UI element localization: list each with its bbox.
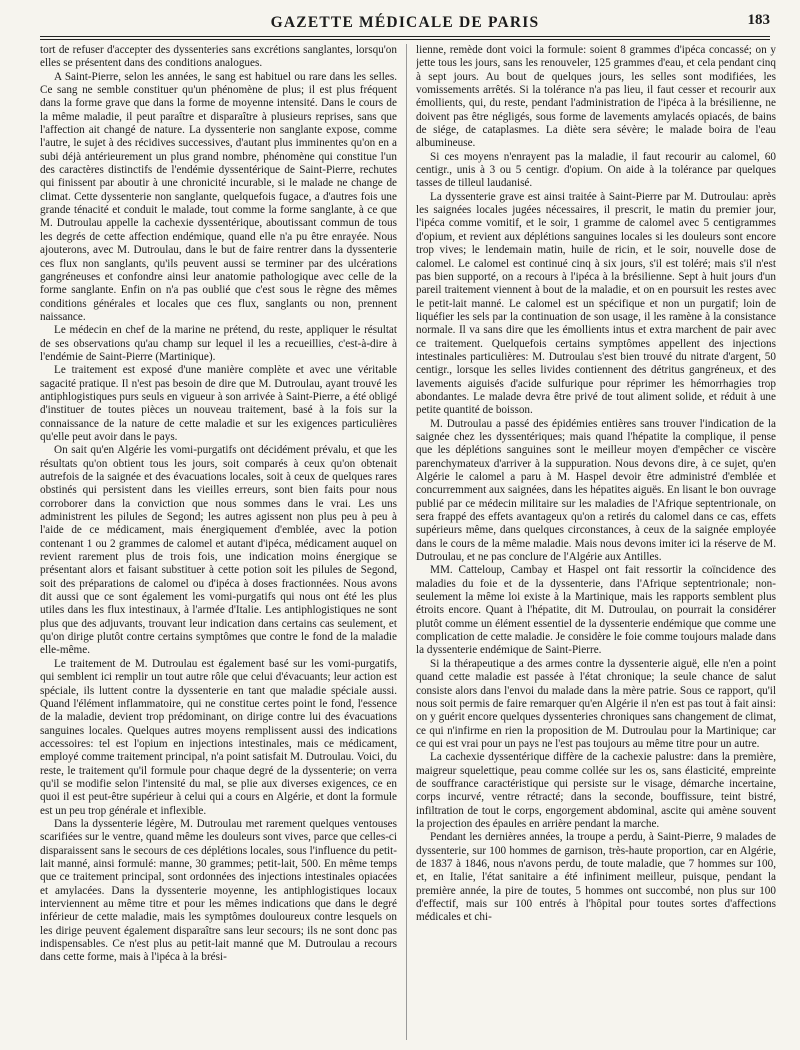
- paragraph: Le médecin en chef de la marine ne prétend, du reste, appliquer le résultat de ses observations qu'au champ sur lequel il les a recueillies, c'est-à-dire à l'endémie de Saint-Pierre (Martinique).: [40, 324, 397, 363]
- paragraph: La dyssenterie grave est ainsi traitée à Saint-Pierre par M. Dutroulau: après les saignées locales jugées nécessaires, il prescrit, le matin du premier jour, l'ipéca comme vomitif, et le soir, 1 gramme de calomel avec 5 centigrammes d'opium, et revient aux déplétions sanguines locales si les douleurs sont encore trop vives; le lendemain matin, huile de ricin, et le soir, nouvelle dose de calomel. Le calomel est continué cinq à six jours, s'il est toléré; mais s'il n'est pas bien supporté, on a recours à l'ipéca à la brésilienne. Sept à huit jours d'un pareil traitement viennent à bout de la maladie, et on en poursuit les restes avec le petit-lait manné. Le calomel est un spécifique et non un purgatif; loin de liquéfier les sels par la continuation de son usage, il les ramène à la consistance normale. Il va sans dire que les émollients intus et extra marchent de pair avec ce traitement. Quelquefois certains symptômes appellent des injections intestinales particulières: M. Dutroulau s'est bien trouvé du nitrate d'argent, 50 centigr., lorsque les selles livides contiennent des détritus gangréneux, et des lavements aiguisés d'acide sulfurique pour réprimer les hémorrhagies trop abondantes. Le malade devra être privé de tout aliment solide, et réduit à une petite quantité de boisson.: [416, 190, 776, 417]
- paragraph: tort de refuser d'accepter des dyssenteries sans excrétions sanglantes, lorsqu'on elles se présentent dans des conditions analogues.: [40, 44, 397, 70]
- paragraph: MM. Catteloup, Cambay et Haspel ont fait ressortir la coïncidence des maladies du foie et de la dyssenterie, dans l'Afrique septentrionale; non-seulement la même loi existe à la Martinique, mais les rapports semblent plus étroits encore. Quant à l'hépatite, dit M. Dutroulau, on pourrait la considérer plutôt comme un élément essentiel de la dyssenterie endémique que comme une complication de cette maladie. Je considère le foie comme toujours malade dans la dyssenterie endémique de Saint-Pierre.: [416, 564, 776, 657]
- paragraph: M. Dutroulau a passé des épidémies entières sans trouver l'indication de la saignée chez les dyssentériques; mais quand l'hépatite la complique, il pense que les déplétions sanguines sont le meilleur moyen d'empêcher ce viscère parenchymateux d'arriver à la suppuration. Nous devons dire, à ce sujet, qu'en Algérie le calomel a paru à M. Haspel devoir être administré d'emblée et concurremment aux saignées, dans les hépatites aiguës. En lisant le bon ouvrage publié par ce médecin militaire sur les maladies de l'Afrique septentrionale, on sera frappé des effets avantageux qu'on a retirés du calomel dans ce cas, effets supérieurs même, dans quelques circonstances, à ceux de la saignée employée dans le cours de la même maladie. Mais nous devons imiter ici la réserve de M. Dutroulau, et ne pas conclure de l'Algérie aux Antilles.: [416, 417, 776, 564]
- paragraph: Si la thérapeutique a des armes contre la dyssenterie aiguë, elle n'en a point quand cette maladie est passée à l'état chronique; la seule chance de salut consiste alors dans l'envoi du malade dans la mère patrie. Sous ce rapport, qu'il nous soit permis de faire remarquer qu'en Algérie il n'en est pas tout à fait ainsi: on y guérit encore quelques dyssenteries chroniques sans changement de climat, ce qui n'infirme en rien la proposition de M. Dutroulau pour la Martinique; car ce qui est vrai pour un pays ne l'est pas toujours au même titre pour un autre.: [416, 657, 776, 750]
- paragraph: Si ces moyens n'enrayent pas la maladie, il faut recourir au calomel, 60 centigr., unis à 3 ou 5 centigr. d'opium. On aide à la tolérance par quelques tasses de tilleul laudanisé.: [416, 150, 776, 190]
- left-column: [40, 44, 397, 1042]
- paragraph: Le traitement de M. Dutroulau est également basé sur les vomi-purgatifs, qui semblent ici remplir un tout autre rôle que celui d'évacuants; leur action est spéciale, ils luttent contre la dyssenterie en tant que maladie spéciale aussi. Quand l'élément inflammatoire, qui ne constitue certes point le fond, l'essence de la maladie, devient trop prédominant, on dirige contre lui des évacuations sanguines locales. Quelques autres moyens remplissent aussi des indications accessoires: tel est l'opium en injections intestinales, mais ce médicament, employé comme traitement principal, n'a point satisfait M. Dutroulau. Voici, du reste, le traitement qu'il formule pour chaque degré de la dyssenterie; on verra qu'il se modifie selon l'intensité du mal, se plie aux diverses exigences, ce en quoi il est peut-être supérieur à celui qui a cours en Algérie, et dont la formule est un peu trop générale et inflexible.: [40, 657, 397, 817]
- paragraph: On sait qu'en Algérie les vomi-purgatifs ont décidément prévalu, et que les résultats qu'on obtient tous les jours, soit comparés à ceux qu'on obtenait autrefois de la saignée et des évacuations locales, soit à ceux de quelques rares obstinés qui persistent dans les vieilles erreurs, sont bien faits pour nous corroborer dans la conviction que nous sommes dans le vrai. Les uns administrent les pilules de Segond; les autres agissent non plus peu à peu à l'aide de ce médicament, mais énergiquement d'emblée, avec la potion contenant 1 ou 2 grammes de calomel et autant d'ipéca, médicament auquel on revient rarement plus de trois fois, une indication moins énergique se présentant alors et faisant substituer à cette potion soit les pilules de Segond, soit des préparations de calomel ou d'ipéca à doses fractionnées. Nous avons dit aussi que ce sont également les vomi-purgatifs qui nous ont été les plus utiles dans les flux intestinaux, à l'armée d'Italie. Les antiphlogistiques ne sont plus que des adjuvants, trouvant leur indication dans certains cas seulement, et qu'on dirige plutôt contre certains symptômes que contre le fond de la maladie elle-même.: [40, 444, 397, 657]
- paragraph: Pendant les dernières années, la troupe a perdu, à Saint-Pierre, 9 malades de dyssenterie, sur 100 hommes de garnison, très-haute proportion, car en Algérie, de 1837 à 1846, nous n'avons perdu, de toute maladie, que 7 hommes sur 100, et, en Italie, l'état sanitaire a été infiniment meilleur, puisque, pendant la première année, la pire de toutes, 5 hommes ont succombé, non plus sur 100 d'effectif, mais sur 100 entrés à l'hôpital pour toutes sortes d'affections médicales et chi-: [416, 831, 776, 924]
- paragraph: Dans la dyssenterie légère, M. Dutroulau met rarement quelques ventouses scarifiées sur le ventre, quand même les douleurs sont vives, parce que celles-ci disparaissent sans le secours de ces déplétions locales, sous l'influence du petit-lait manné, ainsi formulé: manne, 30 grammes; petit-lait, 500. En même temps que ce traitement principal, sont ordonnées des injections intestinales opiacées et amylacées. Dans la dyssenterie moyenne, les antiphlogistiques locaux interviennent au même titre et pour les mêmes indications que dans le degré inférieur de cette maladie, mais les symptômes douloureux contre lesquels on les dirige peuvent également disparaître sans leur secours; ils ne sont donc pas indispensables. Ce n'est plus au petit-lait manné que M. Dutroulau a recours dans cette forme, mais à l'ipéca à la brési-: [40, 817, 397, 964]
- right-column: [416, 44, 776, 1042]
- paragraph: A Saint-Pierre, selon les années, le sang est habituel ou rare dans les selles. Ce sang ne semble constituer qu'un phénomène de plus; il est plus fréquent dans la forme grave que dans la forme de moyenne intensité. Dans le cours de la même maladie, il peut paraître et disparaître à plusieurs reprises, sans que l'affection ait changé de nature. La dyssenterie non sanglante expose, comme l'autre, le sujet à des récidives successives, d'autant plus imminentes qu'on en a subi déjà antérieurement un plus grand nombre, phénomène qui constitue l'un des caractères distinctifs de l'endémie dyssentérique de Saint-Pierre, rechutes qui finissent par aboutir à une chronicité incurable, si le malade ne change de climat. Cette dyssenterie non sanglante, quelquefois fugace, a d'autres fois une grande ténacité et conduit le malade, tout comme la forme sanglante, à ce que M. Dutroulau appelle la cachexie dyssentérique, aboutissant commun de tous les degrés de cette affection endémique, quand elle n'a pu être enrayée. Nous ajouterons, avec M. Dutroulau, dans le but de faire rentrer dans la dyssenterie ces flux non sanglants, qu'ils peuvent aussi se terminer par des ulcérations gangréneuses et confondre ainsi leur anatomie pathologique avec celle de la forme sanglante. Enfin on n'a pas oublié que c'est sous le règne des mêmes conditions générales et locales que ces flux, sanglants ou non, prennent naissance.: [40, 70, 397, 323]
- paragraph: lienne, remède dont voici la formule: soient 8 grammes d'ipéca concassé; on y jette tous les jours, sans les renouveler, 125 grammes d'eau, et cela pendant cinq à sept jours. Au bout de quelques jours, les selles sont modifiées, les vomissements arrêtés. Si la tolérance n'a pas lieu, il faut cesser et recourir aux émollients, qui, du reste, pendant l'administration de l'ipéca à la brésilienne, ne doivent pas être négligés, sous forme de lavements amylacés opiacés, de bains de siége, de cataplasmes. La diète sera sévère; le malade boira de l'eau albumineuse.: [416, 44, 776, 150]
- paragraph: Le traitement est exposé d'une manière complète et avec une véritable sagacité pratique. Il n'est pas besoin de dire que M. Dutroulau, ayant trouvé les antiphlogistiques purs seuls en vigueur à son arrivée à Saint-Pierre, a été obligé d'instituer de toutes pièces un nouveau traitement, basé à la fois sur la connaissance de la nature de cette maladie et sur les exigences particulières qu'elle peut avoir dans le pays.: [40, 364, 397, 443]
- page-number: 183: [747, 12, 770, 28]
- journal-title: GAZETTE MÉDICALE DE PARIS: [270, 14, 540, 31]
- header-rule: [40, 36, 770, 40]
- column-divider: [406, 44, 407, 1040]
- paragraph: La cachexie dyssentérique diffère de la cachexie palustre: dans la première, maigreur squelettique, peau comme collée sur les os, sans élasticité, empreinte de souffrance caractéristique qui persiste sur le visage, démarche incertaine, corps incurvé, ventre rétracté; dans la seconde, bouffissure, teint bistré, infiltration de tout le corps, engorgement abdominal, ascite qui amène souvent la projection des épaules en arrière pendant la marche.: [416, 751, 776, 830]
